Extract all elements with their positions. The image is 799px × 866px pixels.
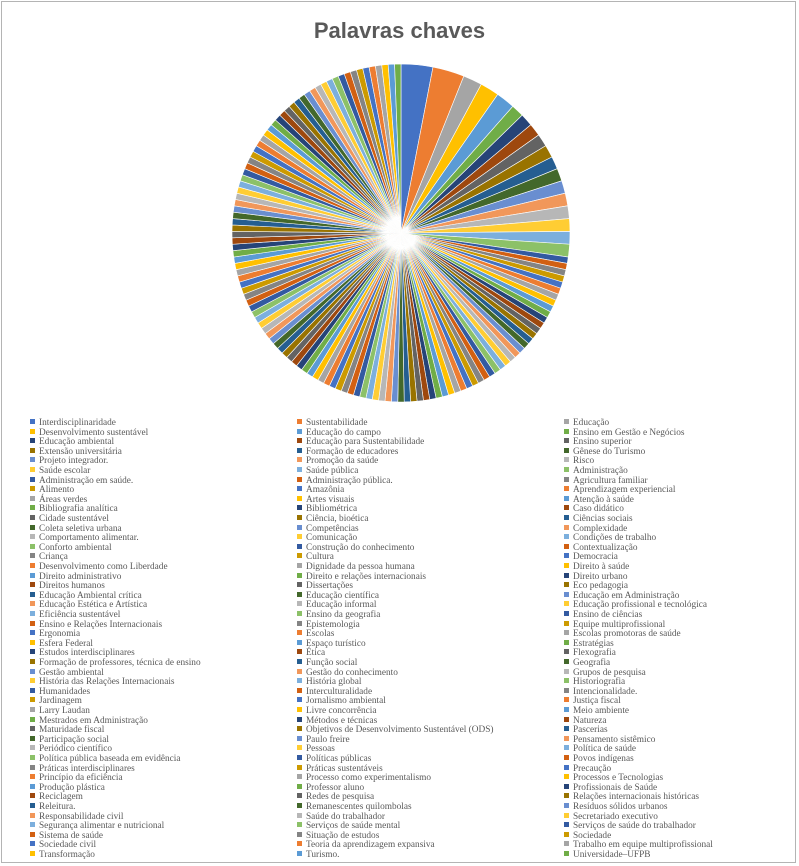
legend-swatch — [297, 669, 302, 674]
legend-label: Situação de estudos — [306, 830, 380, 841]
legend-swatch — [297, 467, 302, 472]
legend-label: Administração pública. — [306, 475, 393, 486]
legend-swatch — [30, 659, 35, 664]
legend-swatch — [564, 573, 569, 578]
legend-swatch — [564, 822, 569, 827]
legend-label: Coleta seletiva urbana — [39, 523, 122, 534]
legend-swatch — [30, 573, 35, 578]
legend-label: Secretariado executivo — [573, 811, 658, 822]
legend-label: Natureza — [573, 715, 607, 726]
legend-label: Dissertações — [306, 581, 353, 592]
legend-swatch — [564, 534, 569, 539]
legend-swatch — [297, 544, 302, 549]
legend-swatch — [30, 649, 35, 654]
legend-label: Geografia — [573, 658, 611, 668]
legend-label: Professor aluno — [306, 782, 365, 793]
legend-label: Educação — [573, 418, 610, 428]
legend-swatch — [564, 688, 569, 693]
legend-label: Artes visuais — [306, 494, 355, 505]
legend-swatch — [564, 515, 569, 520]
legend-swatch — [30, 813, 35, 818]
legend-swatch — [564, 477, 569, 482]
legend-swatch — [564, 649, 569, 654]
legend-label: Educação científica — [306, 590, 380, 601]
legend-swatch — [564, 438, 569, 443]
chart-title: Palavras chaves — [313, 18, 486, 43]
legend-label: Dignidade da pessoa humana — [306, 562, 415, 572]
legend-swatch — [30, 630, 35, 635]
legend-swatch — [564, 832, 569, 837]
legend-label: História das Relações Internacionais — [39, 677, 175, 688]
legend-swatch — [297, 793, 302, 798]
legend-label: Eco pedagogia — [573, 581, 628, 592]
legend-swatch — [297, 774, 302, 779]
legend-label: Ciências sociais — [573, 514, 633, 524]
legend-swatch — [564, 525, 569, 530]
legend-label: Teoria da aprendizagem expansiva — [306, 840, 435, 851]
legend-label: Pessoas — [306, 744, 335, 755]
legend-label: Jardinagem — [39, 696, 82, 707]
legend-swatch — [30, 669, 35, 674]
legend-label: Produção plástica — [39, 782, 105, 793]
legend-label: Educação em Administração — [573, 590, 680, 601]
legend-label: Sustentabilidade — [306, 418, 368, 428]
legend-swatch — [297, 707, 302, 712]
legend-swatch — [564, 640, 569, 645]
legend-label: Turismo. — [306, 850, 340, 860]
legend-label: Bibliométrica — [306, 504, 358, 515]
legend-label: Direito urbano — [573, 571, 628, 582]
legend-swatch — [297, 525, 302, 530]
legend-swatch — [564, 544, 569, 549]
legend-swatch — [564, 621, 569, 626]
legend-swatch — [297, 592, 302, 597]
legend-label: Cultura — [306, 552, 334, 563]
legend-label: Universidade–UFPB — [573, 850, 651, 860]
legend-label: Condições de trabalho — [573, 533, 657, 544]
legend-swatch — [564, 448, 569, 453]
legend-swatch — [297, 630, 302, 635]
legend-swatch — [297, 717, 302, 722]
legend-label: Política pública baseada em evidência — [39, 754, 181, 764]
legend-swatch — [564, 707, 569, 712]
legend-swatch — [297, 496, 302, 501]
legend-label: Educação Estética e Artística — [39, 600, 148, 611]
legend-label: Periódico científico — [39, 744, 113, 755]
legend-swatch — [30, 726, 35, 731]
legend-swatch — [30, 429, 35, 434]
legend-label: Educação informal — [306, 600, 377, 611]
legend-label: Pensamento sistêmico — [573, 734, 656, 745]
legend-label: Meio ambiente — [573, 706, 630, 716]
legend-swatch — [297, 505, 302, 510]
legend-label: Aprendizagem experiencial — [573, 485, 676, 496]
legend-item — [564, 851, 650, 861]
legend-label: Remanescentes quilombolas — [306, 802, 412, 812]
legend-swatch — [297, 726, 302, 731]
legend-swatch — [30, 592, 35, 597]
legend-swatch — [297, 419, 302, 424]
legend-label: Democracia — [573, 552, 618, 563]
legend-label: Redes de pesquisa — [306, 792, 375, 803]
legend-label: Transformação — [39, 850, 95, 860]
legend-swatch — [30, 678, 35, 683]
legend-swatch — [30, 448, 35, 453]
legend-label: Saúde pública — [306, 466, 359, 476]
legend-item — [30, 851, 95, 861]
legend-swatch — [564, 659, 569, 664]
legend-label: Bibliografia analítica — [39, 504, 118, 515]
legend-swatch — [564, 563, 569, 568]
legend-label: Eficiência sustentável — [39, 610, 121, 620]
legend-label: Educação profissional e tecnológica — [573, 600, 707, 611]
legend-swatch — [30, 803, 35, 808]
legend-label: Reciclagem — [39, 792, 83, 803]
legend-label: Gênese do Turismo — [573, 446, 646, 457]
legend-label: Desenvolvimento sustentável — [39, 427, 149, 438]
legend-swatch — [564, 678, 569, 683]
legend-swatch — [564, 496, 569, 501]
legend-label: Sociedade — [573, 830, 612, 841]
legend-swatch — [297, 832, 302, 837]
legend-swatch — [30, 553, 35, 558]
legend-label: Equipe multiprofissional — [573, 619, 666, 630]
legend-swatch — [30, 621, 35, 626]
legend-label: Ensino e Relações Internacionais — [39, 619, 163, 630]
legend-swatch — [564, 813, 569, 818]
legend-swatch — [30, 582, 35, 587]
legend-label: Escolas promotoras de saúde — [573, 629, 681, 640]
legend-label: Participação social — [39, 734, 109, 745]
legend-swatch — [30, 534, 35, 539]
legend-label: Ciência, bioética — [306, 514, 369, 524]
legend-swatch — [297, 438, 302, 443]
legend-swatch — [564, 582, 569, 587]
legend-label: Risco — [573, 456, 595, 467]
legend-swatch — [297, 515, 302, 520]
legend-label: Pascerias — [573, 725, 608, 736]
legend-swatch — [30, 467, 35, 472]
legend-swatch — [564, 841, 569, 846]
legend-swatch — [297, 765, 302, 770]
legend-swatch — [297, 477, 302, 482]
legend-swatch — [297, 822, 302, 827]
legend-swatch — [30, 697, 35, 702]
legend-item — [297, 851, 340, 861]
legend-swatch — [30, 851, 35, 856]
legend-swatch — [30, 707, 35, 712]
legend-label: Práticas sustentáveis — [306, 763, 383, 774]
legend-label: Epistemologia — [306, 619, 360, 630]
legend-swatch — [564, 793, 569, 798]
legend-swatch — [30, 688, 35, 693]
legend-label: Educação ambiental — [39, 437, 115, 448]
legend-swatch — [564, 765, 569, 770]
legend-label: Profissionais de Saúde — [573, 782, 658, 793]
chart-legend — [30, 419, 790, 863]
legend-label: Função social — [306, 658, 358, 668]
legend-label: Contextualização — [573, 542, 638, 553]
legend-label: Gestão do conhecimento — [306, 667, 398, 678]
legend-label: Ensino superior — [573, 437, 632, 448]
legend-label: Ensino em Gestão e Negócios — [573, 427, 685, 438]
legend-label: Humanidades — [39, 686, 91, 697]
legend-swatch — [297, 841, 302, 846]
legend-swatch — [30, 745, 35, 750]
legend-label: Alimento — [39, 485, 75, 496]
legend-label: Política de saúde — [573, 744, 636, 755]
legend-label: Competências — [306, 523, 359, 534]
legend-swatch — [564, 611, 569, 616]
legend-swatch — [30, 841, 35, 846]
legend-label: Direito administrativo — [39, 571, 122, 582]
legend-label: Sociedade civil — [39, 840, 97, 851]
legend-swatch — [297, 803, 302, 808]
legend-label: Caso didático — [573, 504, 624, 515]
legend-swatch — [297, 611, 302, 616]
legend-swatch — [30, 515, 35, 520]
legend-label: Conforto ambiental — [39, 542, 112, 553]
legend-label: Educação do campo — [306, 427, 381, 438]
legend-label: Paulo freire — [306, 734, 350, 745]
legend-label: Ensino da geografia — [306, 610, 381, 620]
legend-swatch — [564, 803, 569, 808]
legend-label: Trabalho em equipe multiprofissional — [573, 840, 713, 851]
legend-swatch — [30, 505, 35, 510]
legend-swatch — [564, 755, 569, 760]
legend-swatch — [297, 563, 302, 568]
legend-label: Saúde do trabalhador — [306, 811, 385, 822]
legend-swatch — [30, 457, 35, 462]
legend-label: Amazônia — [306, 485, 345, 496]
legend-swatch — [30, 419, 35, 424]
legend-label: Educação para Sustentabilidade — [306, 437, 425, 448]
legend-swatch — [564, 726, 569, 731]
legend-swatch — [297, 755, 302, 760]
legend-swatch — [297, 851, 302, 856]
legend-swatch — [297, 649, 302, 654]
legend-swatch — [297, 486, 302, 491]
legend-label: Atenção à saúde — [573, 494, 634, 505]
legend-swatch — [30, 496, 35, 501]
legend-swatch — [297, 573, 302, 578]
legend-swatch — [564, 736, 569, 741]
legend-swatch — [564, 429, 569, 434]
legend-swatch — [297, 784, 302, 789]
legend-label: Sistema de saúde — [39, 830, 104, 841]
legend-label: Esfera Federal — [39, 638, 93, 649]
legend-label: História global — [306, 677, 362, 688]
legend-label: Complexidade — [573, 523, 628, 534]
legend-label: Ergonomia — [39, 629, 81, 640]
legend-swatch — [30, 832, 35, 837]
legend-swatch — [30, 544, 35, 549]
legend-swatch — [30, 563, 35, 568]
legend-swatch — [564, 745, 569, 750]
legend-label: Direito à saúde — [573, 562, 630, 572]
legend-label: Serviços de saúde mental — [306, 821, 401, 832]
legend-label: Povos indígenas — [573, 754, 634, 764]
legend-label: Ética — [306, 648, 326, 659]
legend-label: Grupos de pesquisa — [573, 667, 646, 678]
legend-label: Historiografia — [573, 677, 626, 688]
legend-label: Jornalismo ambiental — [306, 696, 386, 707]
legend-swatch — [30, 755, 35, 760]
legend-label: Interculturalidade — [306, 686, 373, 697]
legend-label: Precaução — [573, 763, 612, 774]
legend-swatch — [564, 601, 569, 606]
legend-swatch — [297, 678, 302, 683]
legend-label: Agricultura familiar — [573, 475, 648, 486]
legend-swatch — [564, 486, 569, 491]
legend-label: Saúde escolar — [39, 466, 91, 476]
legend-label: Estratégias — [573, 638, 614, 649]
legend-swatch — [297, 745, 302, 750]
legend-swatch — [297, 697, 302, 702]
legend-swatch — [30, 793, 35, 798]
legend-swatch — [564, 784, 569, 789]
legend-label: Educação Ambiental crítica — [39, 590, 142, 601]
legend-label: Gestão ambiental — [39, 667, 104, 678]
legend-label: Escolas — [306, 629, 335, 640]
legend-label: Formação de professores, técnica de ensino — [39, 658, 201, 668]
legend-swatch — [564, 505, 569, 510]
legend-swatch — [30, 611, 35, 616]
legend-swatch — [564, 467, 569, 472]
legend-swatch — [564, 553, 569, 558]
legend-swatch — [30, 717, 35, 722]
legend-label: Relações internacionais históricas — [573, 792, 699, 803]
legend-label: Princípio da eficiência — [39, 773, 123, 784]
legend-swatch — [297, 448, 302, 453]
legend-swatch — [297, 534, 302, 539]
legend-label: Resíduos sólidos urbanos — [573, 802, 668, 812]
legend-label: Responsabilidade civil — [39, 811, 124, 822]
legend-label: Larry Laudan — [39, 706, 90, 716]
legend-label: Maturidade fiscal — [39, 725, 105, 736]
legend-swatch — [564, 630, 569, 635]
legend-swatch — [564, 697, 569, 702]
legend-swatch — [30, 486, 35, 491]
legend-label: Processo como experimentalismo — [306, 773, 431, 784]
legend-label: Segurança alimentar e nutricional — [39, 821, 165, 832]
legend-label: Políticas públicas — [306, 754, 372, 764]
legend-label: Criança — [39, 552, 68, 563]
legend-swatch — [30, 601, 35, 606]
legend-label: Cidade sustentável — [39, 514, 109, 524]
legend-swatch — [297, 640, 302, 645]
legend-swatch — [297, 582, 302, 587]
legend-swatch — [564, 774, 569, 779]
legend-label: Promoção da saúde — [306, 456, 379, 467]
legend-swatch — [30, 736, 35, 741]
legend-label: Projeto integrador. — [39, 456, 109, 467]
legend-swatch — [297, 736, 302, 741]
legend-swatch — [564, 419, 569, 424]
legend-label: Comportamento alimentar. — [39, 533, 139, 544]
legend-swatch — [297, 688, 302, 693]
legend-swatch — [30, 640, 35, 645]
legend-swatch — [297, 659, 302, 664]
legend-label: Desenvolvimento como Liberdade — [39, 562, 168, 572]
legend-label: Justiça fiscal — [573, 696, 621, 707]
legend-swatch — [30, 784, 35, 789]
legend-swatch — [30, 774, 35, 779]
legend-label: Práticas interdisciplinares — [39, 763, 135, 774]
legend-label: Comunicação — [306, 533, 358, 544]
legend-swatch — [297, 429, 302, 434]
legend-label: Formação de educadores — [306, 446, 399, 457]
legend-swatch — [297, 457, 302, 462]
legend-label: Ensino de ciências — [573, 610, 643, 620]
legend-label: Administração — [573, 466, 628, 476]
legend-label: Processos e Tecnologias — [573, 773, 664, 784]
legend-label: Interdisciplinaridade — [39, 418, 116, 428]
legend-swatch — [297, 601, 302, 606]
legend-swatch — [297, 813, 302, 818]
legend-label: Intencionalidade. — [573, 686, 638, 697]
legend-swatch — [564, 717, 569, 722]
legend-swatch — [564, 457, 569, 462]
legend-swatch — [30, 477, 35, 482]
legend-label: Construção do conhecimento — [306, 542, 415, 553]
legend-swatch — [564, 851, 569, 856]
legend-label: Direitos humanos — [39, 581, 105, 592]
legend-label: Áreas verdes — [39, 494, 88, 505]
legend-label: Direito e relações internacionais — [306, 571, 427, 582]
legend-label: Extensão universitária — [39, 446, 122, 457]
legend-swatch — [297, 621, 302, 626]
legend-label: Releitura. — [39, 802, 76, 812]
legend-label: Métodos e técnicas — [306, 715, 378, 726]
legend-label: Estudos interdisciplinares — [39, 648, 135, 659]
legend-swatch — [30, 525, 35, 530]
legend-swatch — [30, 438, 35, 443]
legend-label: Livre concorrência — [306, 706, 377, 716]
legend-label: Administração em saúde. — [39, 475, 134, 486]
legend-swatch — [564, 592, 569, 597]
legend-swatch — [564, 669, 569, 674]
legend-swatch — [30, 765, 35, 770]
legend-label: Mestrados em Administração — [39, 715, 148, 726]
legend-label: Flexografia — [573, 648, 616, 659]
legend-swatch — [297, 553, 302, 558]
legend-label: Serviços de saúde do trabalhador — [573, 821, 696, 832]
legend-label: Espaço turístico — [306, 638, 366, 649]
legend-swatch — [30, 822, 35, 827]
legend-label: Objetivos de Desenvolvimento Sustentável (ODS) — [306, 725, 494, 736]
